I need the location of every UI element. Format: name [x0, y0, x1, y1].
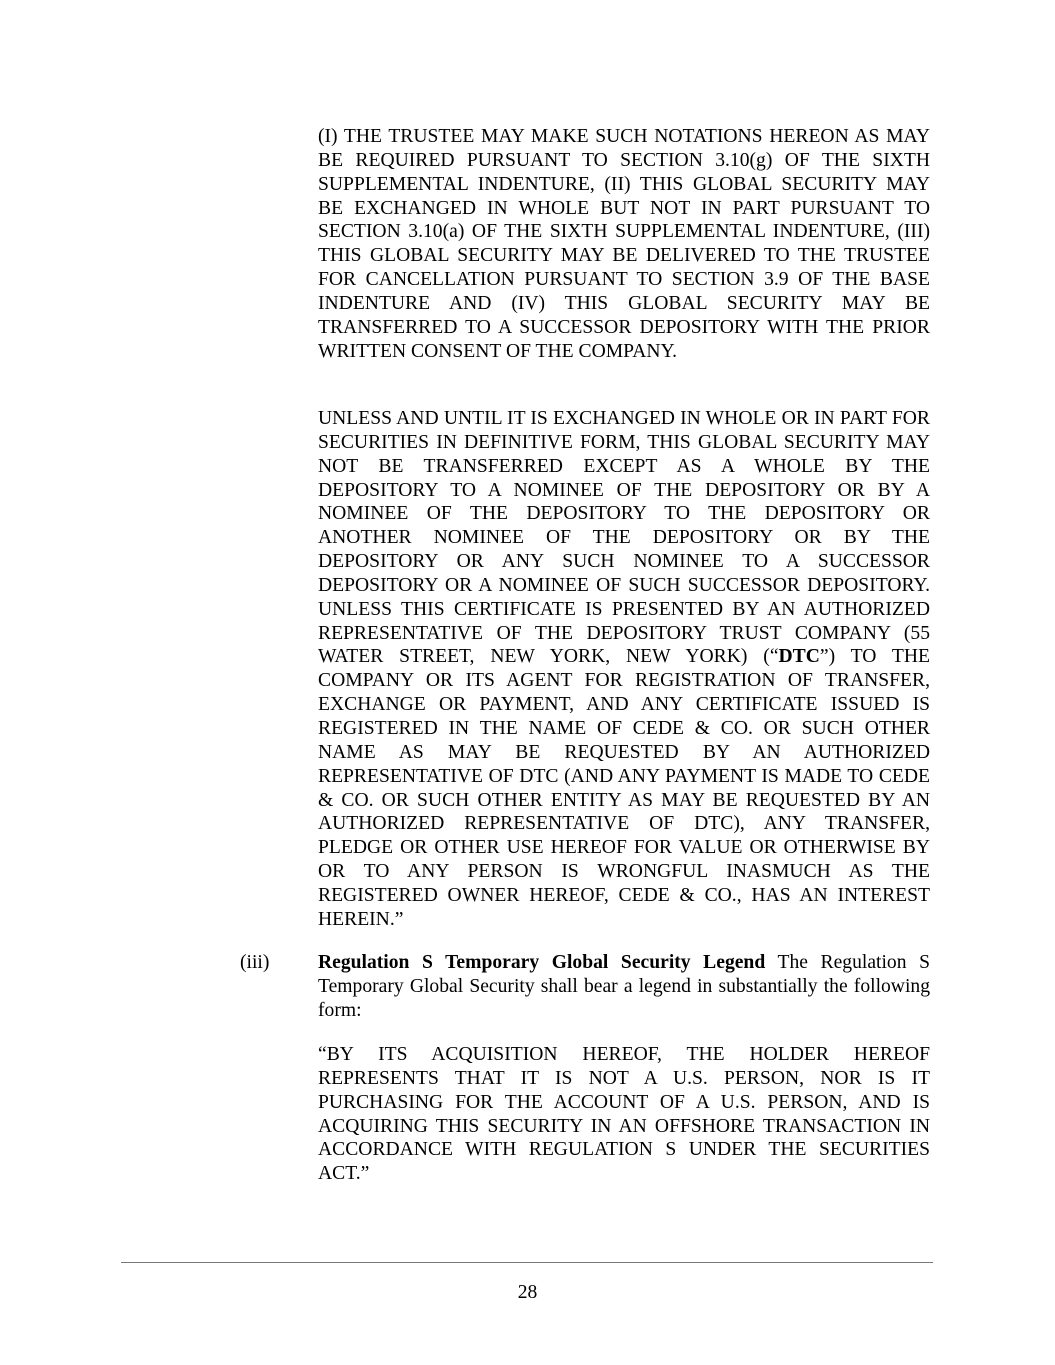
- item-iii-paragraph: [318, 951, 930, 1023]
- legend-text-after-dtc: ”) TO THE COMPANY OR ITS AGENT FOR REGISTRATION OF TRANSFER, EXCHANGE OR PAYMENT, AND ANY CERTIFICATE ISSUED IS REGISTERED IN THE NAME OF CEDE & CO. OR SUCH OTHER NAME AS MAY BE REQUESTED BY AN AUTHORIZED REPRESENTATIVE OF DTC (AND ANY PAYMENT IS MADE TO CEDE & CO. OR SUCH OTHER ENTITY AS MAY BE REQUESTED BY AN AUTHORIZED REPRESENTATIVE OF DTC), ANY TRANSFER, PLEDGE OR OTHER USE HEREOF FOR VALUE OR OTHERWISE BY OR TO ANY PERSON IS WRONGFUL INASMUCH AS THE REGISTERED OWNER HEREOF, CEDE & CO., HAS AN INTEREST HEREIN.”: [318, 646, 930, 930]
- item-iii-heading: Regulation S Temporary Global Security Legend: [318, 952, 766, 973]
- item-iii-text: The Regulation S Temporary Global Security shall bear a legend in substantially the following form:: [318, 952, 930, 1021]
- legend-paragraph-notations: (I) THE TRUSTEE MAY MAKE SUCH NOTATIONS HEREON AS MAY BE REQUIRED PURSUANT TO SECTION 3.10(g) OF THE SIXTH SUPPLEMENTAL INDENTURE, (II) THIS GLOBAL SECURITY MAY BE EXCHANGED IN WHOLE BUT NOT IN PART PURSUANT TO SECTION 3.10(a) OF THE SIXTH SUPPLEMENTAL INDENTURE, (III) THIS GLOBAL SECURITY MAY BE DELIVERED TO THE TRUSTEE FOR CANCELLATION PURSUANT TO SECTION 3.9 OF THE BASE INDENTURE AND (IV) THIS GLOBAL SECURITY MAY BE TRANSFERRED TO A SUCCESSOR DEPOSITORY WITH THE PRIOR WRITTEN CONSENT OF THE COMPANY.: [318, 126, 930, 362]
- legend-paragraph-depository: [318, 407, 930, 932]
- regulation-s-legend-paragraph: “BY ITS ACQUISITION HEREOF, THE HOLDER HEREOF REPRESENTS THAT IT IS NOT A U.S. PERSON, NOR IS IT PURCHASING FOR THE ACCOUNT OF A U.S. PERSON, AND IS ACQUIRING THIS SECURITY IN AN OFFSHORE TRANSACTION IN ACCORDANCE WITH REGULATION S UNDER THE SECURITIES ACT.”: [318, 1044, 930, 1185]
- dtc-defined-term: DTC: [778, 646, 820, 668]
- footer-divider: [121, 1262, 933, 1263]
- page-number: 28: [517, 1282, 538, 1303]
- legend-text-before-dtc: UNLESS AND UNTIL IT IS EXCHANGED IN WHOLE OR IN PART FOR SECURITIES IN DEFINITIVE FORM, THIS GLOBAL SECURITY MAY NOT BE TRANSFERRED EXCEPT AS A WHOLE BY THE DEPOSITORY TO A NOMINEE OF THE DEPOSITORY OR BY A NOMINEE OF THE DEPOSITORY TO THE DEPOSITORY OR ANOTHER NOMINEE OF THE DEPOSITORY OR BY THE DEPOSITORY OR ANY SUCH NOMINEE TO A SUCCESSOR DEPOSITORY OR A NOMINEE OF SUCH SUCCESSOR DEPOSITORY. UNLESS THIS CERTIFICATE IS PRESENTED BY AN AUTHORIZED REPRESENTATIVE OF THE DEPOSITORY TRUST COMPANY (55 WATER STREET, NEW YORK, NEW YORK) (“: [318, 408, 930, 668]
- item-enumerator-iii: (iii): [240, 952, 270, 973]
